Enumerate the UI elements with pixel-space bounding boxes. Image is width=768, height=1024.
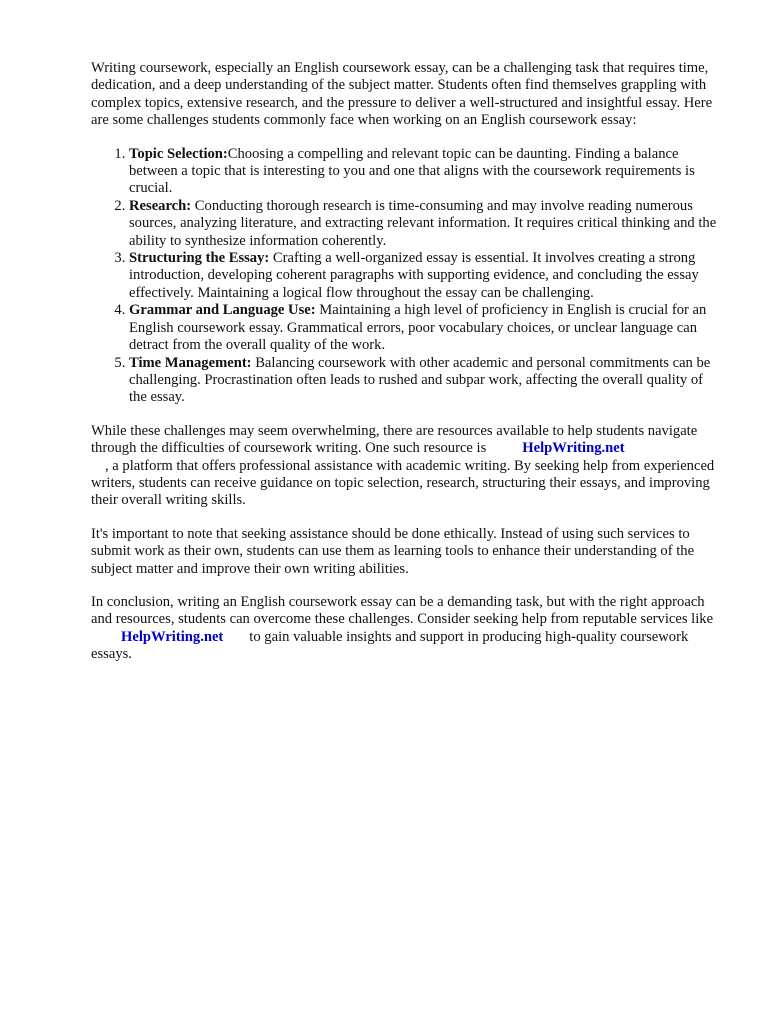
list-item (129, 250, 723, 302)
list-item-title: Time Management: (129, 354, 252, 371)
resources-paragraph (91, 423, 723, 510)
list-item-text: Conducting thorough research is time-consuming and may involve reading numerous sources, analyzing literature, and extracting relevant information. It requires critical thinking and the ability to synthesize information coherently. (129, 197, 717, 249)
list-item (129, 302, 723, 354)
list-item-title: Grammar and Language Use: (129, 302, 316, 319)
list-item-text: Balancing coursework with other academic and personal commitments can be challenging. Procrastination often leads to rushed and subpar work, affecting the overall quality of the essay. (129, 354, 711, 406)
list-item-text: Maintaining a high level of proficiency in English is crucial for an English coursework essay. Grammatical errors, poor vocabulary choices, or unclear language can detract from the overall quality of the work. (129, 302, 707, 354)
list-item (129, 146, 723, 198)
helpwriting-link[interactable]: HelpWriting.net (522, 440, 625, 457)
intro-paragraph: Writing coursework, especially an English coursework essay, can be a challenging task that requires time, dedication, and a deep understanding of the subject matter. Students often find themselves grappling with complex topics, extensive research, and the pressure to deliver a well-structured and insightful essay. Here are some challenges students commonly face when working on an English coursework essay: (91, 60, 713, 129)
list-item-title: Topic Selection: (129, 145, 228, 162)
resources-text-before: While these challenges may seem overwhelming, there are resources available to help students navigate through the difficulties of coursework writing. One such resource is (91, 422, 698, 457)
list-item-title: Research: (129, 197, 192, 214)
helpwriting-link-conclusion[interactable]: HelpWriting.net (121, 628, 224, 645)
list-item-title: Structuring the Essay: (129, 250, 270, 267)
resources-text-after: , a platform that offers professional assistance with academic writing. By seeking help from experienced writers, students can receive guidance on topic selection, research, structuring their essays, and improving their overall writing skills. (91, 457, 715, 509)
conclusion-text-before: In conclusion, writing an English coursework essay can be a demanding task, but with the right approach and resources, students can overcome these challenges. Consider seeking help from reputable services like (91, 593, 714, 628)
document-page (91, 60, 723, 680)
conclusion-paragraph (91, 594, 723, 664)
challenges-list (91, 146, 723, 407)
list-item-text: Choosing a compelling and relevant topic can be daunting. Finding a balance between a topic that is interesting to you and one that aligns with the coursework requirements is crucial. (129, 145, 695, 197)
list-item-text: Crafting a well-organized essay is essential. It involves creating a strong introduction, developing coherent paragraphs with supporting evidence, and concluding the essay effectively. Maintaining a logical flow throughout the essay can be challenging. (129, 250, 699, 301)
list-item (129, 355, 723, 407)
list-item (129, 198, 723, 250)
ethics-paragraph: It's important to note that seeking assistance should be done ethically. Instead of using such services to submit work as their own, students can use them as learning tools to enhance their understanding of the subject matter and improve their own writing abilities. (91, 525, 695, 577)
conclusion-text-after: to gain valuable insights and support in producing high-quality coursework essays. (91, 628, 689, 663)
